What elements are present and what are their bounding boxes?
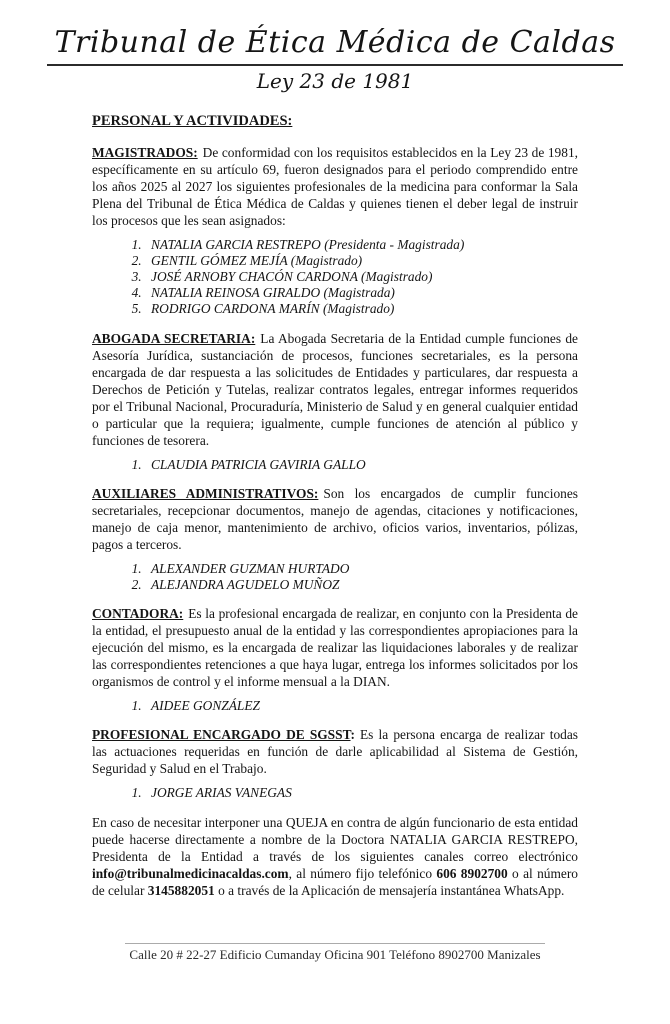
page-footer <box>0 943 670 963</box>
section-body-magistrados: De conformidad con los requisitos establecidos en la Ley 23 de 1981, específicamente en su artículo 69, fueron designados para el periodo comprendido entre los años 2025 al 2027 los siguientes profesionales de la medicina para conformar la Sala Plena del Tribunal de Ética Médica de Caldas y quienes tienen el deber legal de instruir los procesos que les sean asignados: <box>92 144 578 228</box>
section-label-abogada-secretaria: ABOGADA SECRETARIA: <box>92 330 256 346</box>
section-body-contadora: Es la profesional encargada de realizar, en conjunto con la Presidenta de la entidad, el presupuesto anual de la entidad y las correspondientes apropiaciones para la ejecución del mismo, es la encargada de realizar las liquidaciones laborales y de realizar las correspondientes retenciones a que haya lugar, entrega los informes solicitados por los organismos de control y el informe mensual a la DIAN. <box>92 606 578 690</box>
auxiliares-list <box>92 561 578 593</box>
list-item: 1. JORGE ARIAS VANEGAS <box>145 785 578 801</box>
section-label-auxiliares: AUXILIARES ADMINISTRATIVOS: <box>92 485 319 501</box>
section-auxiliares <box>92 485 578 593</box>
list-item: 2. ALEJANDRA AGUDELO MUÑOZ <box>145 577 578 593</box>
list-item: 2. GENTIL GÓMEZ MEJÍA (Magistrado) <box>145 253 578 269</box>
section-label-sgsst: PROFESIONAL ENCARGADO DE SGSST: <box>92 727 355 743</box>
section-label-magistrados: MAGISTRADOS: <box>92 144 198 160</box>
section-contadora <box>92 605 578 714</box>
complaint-text: , al número fijo telefónico <box>288 865 437 881</box>
list-item: 5. RODRIGO CARDONA MARÍN (Magistrado) <box>145 301 578 317</box>
section-paragraph <box>92 330 578 449</box>
list-item: 1. ALEXANDER GUZMAN HURTADO <box>145 561 578 577</box>
section-body-abogada-secretaria: La Abogada Secretaria de la Entidad cumple funciones de Asesoría Jurídica, sustanciación de procesos, funciones secretariales, es la persona encargada de dar respuesta a las solicitudes de Entidades y particulares, dar respuesta a Derechos de Petición y Tutelas, realizar contratos legales, entregar informes requeridos por el Tribunal Nacional, Procuraduría, Ministerio de Salud y en general cualquier entidad o particular que la requiera; igualmente, cumple funciones de atención al público y funciones de tesorera. <box>92 330 578 448</box>
section-paragraph <box>92 726 578 777</box>
page-heading: PERSONAL Y ACTIVIDADES: <box>92 112 293 129</box>
contact-phone-fixed: 606 8902700 <box>436 865 508 881</box>
contact-phone-mobile: 3145882051 <box>147 882 215 898</box>
section-paragraph <box>92 144 578 229</box>
footer-address: Calle 20 # 22-27 Edificio Cumanday Oficina 901 Teléfono 8902700 Manizales <box>129 947 541 962</box>
footer-divider <box>125 943 545 944</box>
tribunal-title: Tribunal de Ética Médica de Caldas <box>47 26 624 66</box>
section-magistrados <box>92 144 578 318</box>
sgsst-list <box>92 785 578 801</box>
section-abogada-secretaria <box>92 330 578 473</box>
magistrados-list <box>92 237 578 318</box>
section-paragraph <box>92 605 578 690</box>
section-body-auxiliares: Son los encargados de cumplir funciones secretariales, recepcionar documentos, manejo de agendas, citaciones y notificaciones, manejo de caja menor, mantenimiento de archivo, oficios varios, inventarios, pólizas, pagos a terceros. <box>92 485 578 552</box>
complaint-text: En caso de necesitar interponer una QUEJA en contra de algún funcionario de esta entidad puede hacerse directamente a nombre de la Doctora NATALIA GARCIA RESTREPO, Presidenta de la Entidad a través de los siguientes canales correo electrónico <box>92 814 578 864</box>
complaint-text: o al número de celular <box>92 865 578 898</box>
contact-email: info@tribunalmedicinacaldas.com <box>92 865 289 881</box>
list-item: 1. NATALIA GARCIA RESTREPO (Presidenta - Magistrada) <box>145 237 578 253</box>
complaint-text: o a través de la Aplicación de mensajería instantánea WhatsApp. <box>214 882 565 898</box>
law-subtitle: Ley 23 de 1981 <box>256 68 414 93</box>
section-body-sgsst: Es la persona encarga de realizar todas las actuaciones requeridas en función de darle aplicabilidad al Sistema de Gestión, Seguridad y Salud en el Trabajo. <box>92 727 578 777</box>
section-sgsst <box>92 726 578 801</box>
contadora-list <box>92 698 578 714</box>
abogada-secretaria-list <box>92 457 578 473</box>
list-item: 4. NATALIA REINOSA GIRALDO (Magistrada) <box>145 285 578 301</box>
complaint-paragraph <box>92 814 578 899</box>
list-item: 1. CLAUDIA PATRICIA GAVIRIA GALLO <box>145 457 578 473</box>
document-body <box>92 113 578 899</box>
document-header <box>0 0 670 93</box>
section-paragraph <box>92 485 578 553</box>
list-item: 3. JOSÉ ARNOBY CHACÓN CARDONA (Magistrado) <box>145 269 578 285</box>
section-label-contadora: CONTADORA: <box>92 606 184 622</box>
list-item: 1. AIDEE GONZÁLEZ <box>145 698 578 714</box>
